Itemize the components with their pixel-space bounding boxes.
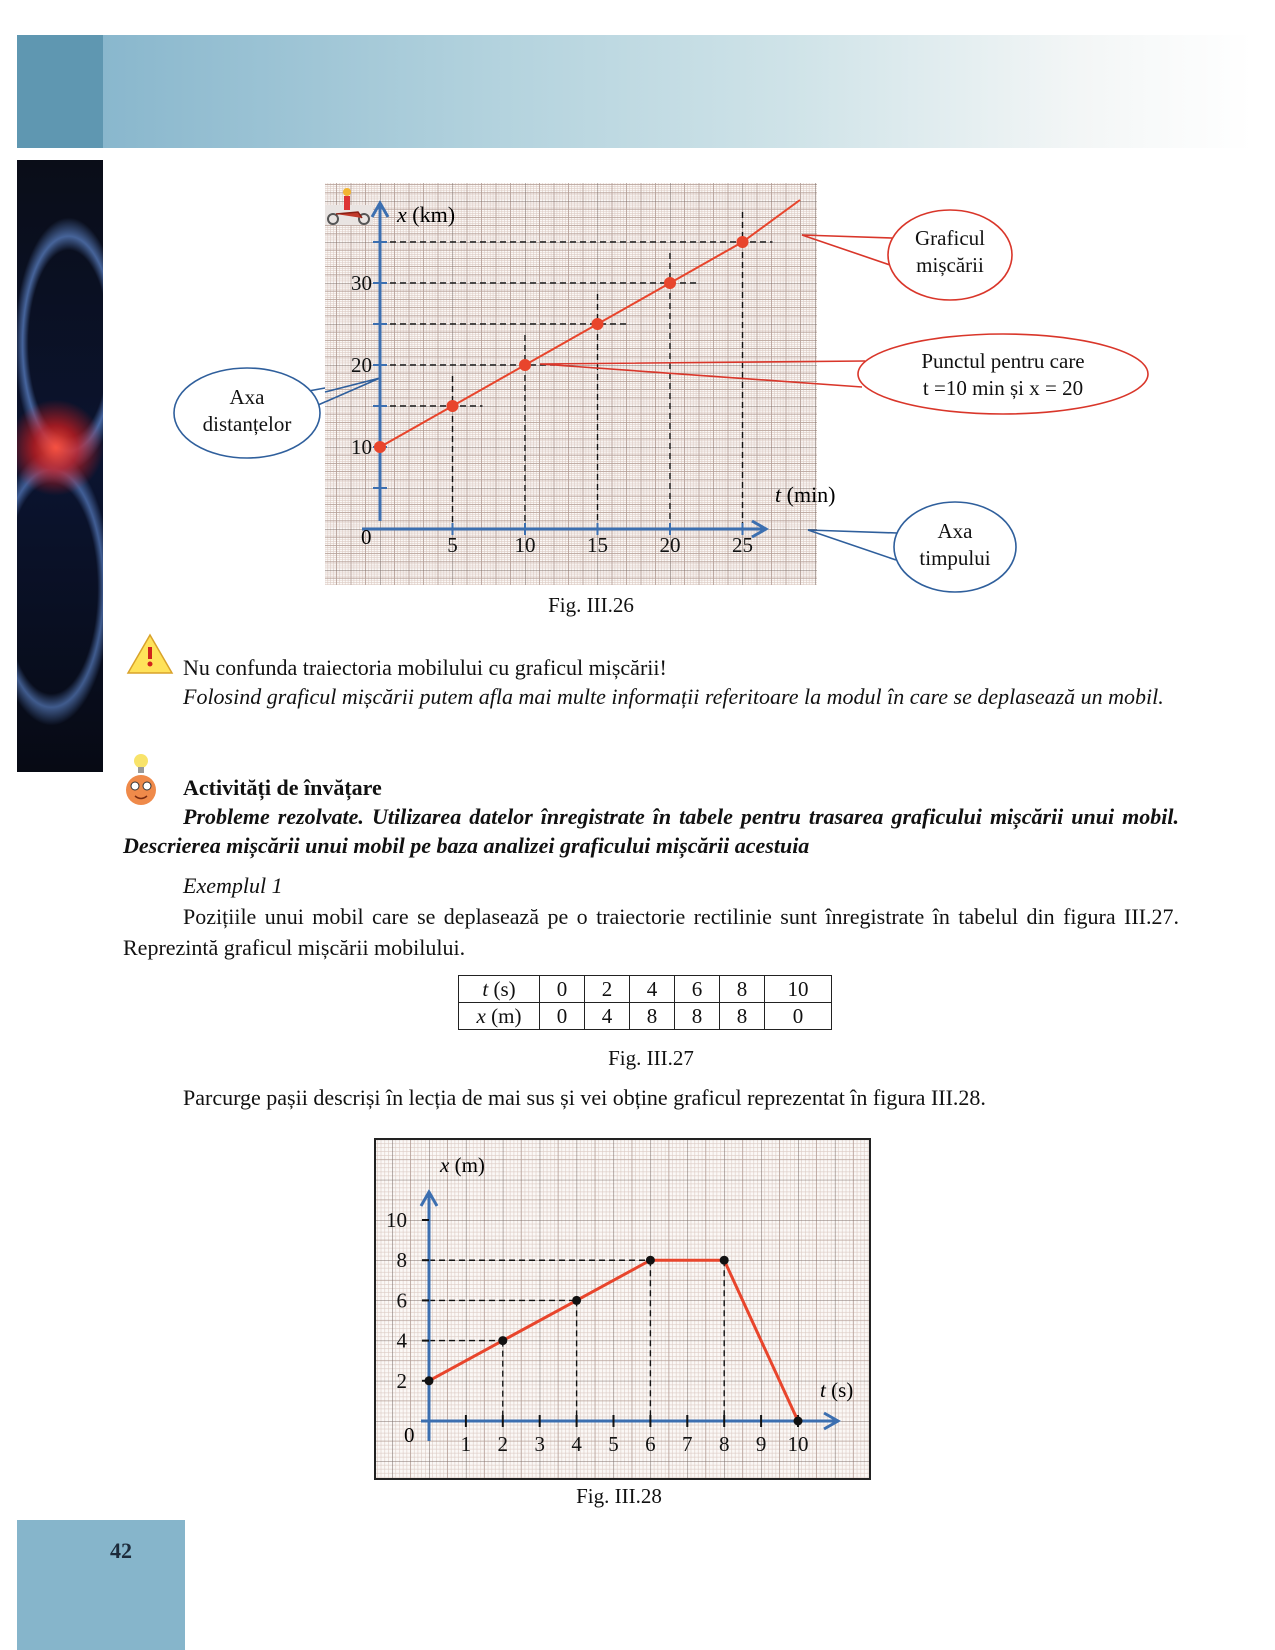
x-tick-label: 7 xyxy=(682,1432,693,1456)
table-cell: 0 xyxy=(765,1003,832,1030)
callout-text: Punctul pentru care xyxy=(921,349,1085,373)
x-tick-label: 20 xyxy=(659,533,681,557)
chart-fig28 xyxy=(375,1139,870,1479)
graph-paper xyxy=(375,1139,870,1479)
chart-fig26 xyxy=(325,183,836,585)
row-unit: (m) xyxy=(485,1003,522,1028)
table-cell: 8 xyxy=(630,1003,675,1030)
x-tick-label: 9 xyxy=(755,1432,767,1456)
y-tick-label: 10 xyxy=(351,435,372,459)
callout-motion-graph xyxy=(802,210,1012,300)
y-tick-label: 20 xyxy=(351,353,372,377)
y-axis-label: x (km) xyxy=(397,202,456,227)
figure-caption: Fig. III.28 xyxy=(576,1484,662,1508)
intro-paragraph: Folosind graficul mișcării putem afla mai multe informații referitoare la modul în care se deplasează un mobil. xyxy=(183,684,1164,709)
callout-text: mișcării xyxy=(916,253,984,277)
x-tick-label: 10 xyxy=(514,533,536,557)
table-row xyxy=(459,976,832,1003)
example-text: Pozițiile unui mobil care se deplasează pe o traiectorie rectilinie sunt înregistrate în tabelul din figura III.27. Reprezintă graficul mișcării mobilului. xyxy=(123,904,1179,960)
callout-text: distanțelor xyxy=(202,412,292,436)
table-cell: 8 xyxy=(720,976,765,1003)
x-tick-label: 1 xyxy=(460,1432,472,1456)
instruction-text: Parcurge pașii descriși în lecția de mai sus și vei obține graficul reprezentat în figura III.28. xyxy=(183,1085,986,1110)
page-number-box xyxy=(17,1520,185,1650)
callout-text: Graficul xyxy=(915,226,985,250)
table-cell: 0 xyxy=(540,1003,585,1030)
y-tick-label: 4 xyxy=(396,1328,407,1353)
table-cell: 4 xyxy=(630,976,675,1003)
y-tick-label: 6 xyxy=(396,1288,407,1313)
table-cell: 6 xyxy=(675,976,720,1003)
warning-icon xyxy=(128,635,172,673)
section-subtitle: Probleme rezolvate. Utilizarea datelor înregistrate în tabele pentru trasarea graficului mișcării unui mobil. Descrierea mișcării unui mobil pe baza analizei graficului mișcării acestuia xyxy=(123,804,1179,858)
table-cell: 8 xyxy=(675,1003,720,1030)
data-point xyxy=(794,1417,803,1426)
data-point xyxy=(374,441,386,453)
y-tick-label: 8 xyxy=(396,1248,407,1273)
x-tick-label: 4 xyxy=(571,1432,582,1456)
warning-text: Nu confunda traiectoria mobilului cu graficul mișcării! xyxy=(183,655,667,680)
table-cell: 8 xyxy=(720,1003,765,1030)
data-point xyxy=(519,359,531,371)
table-cell: 0 xyxy=(540,976,585,1003)
section-title: Activități de învățare xyxy=(183,775,382,800)
x-tick-label: 6 xyxy=(645,1432,656,1456)
x-axis-label: t (s) xyxy=(820,1378,854,1402)
row-variable: t xyxy=(482,976,489,1001)
x-tick-label: 5 xyxy=(447,533,458,557)
data-point xyxy=(737,236,749,248)
callout-text: Axa xyxy=(229,385,265,409)
y-tick-label: 10 xyxy=(386,1208,407,1232)
y-tick-label: 2 xyxy=(396,1368,407,1393)
callout-text: t =10 min și x = 20 xyxy=(922,376,1084,400)
row-unit: (s) xyxy=(488,976,516,1001)
x-tick-label: 25 xyxy=(732,533,753,557)
data-point xyxy=(592,318,604,330)
x-tick-label: 8 xyxy=(718,1432,730,1456)
data-point xyxy=(425,1376,434,1385)
table-row xyxy=(459,1003,832,1030)
origin-label: 0 xyxy=(361,525,372,549)
table-caption: Fig. III.27 xyxy=(608,1046,694,1070)
data-table xyxy=(458,975,832,1030)
origin-label: 0 xyxy=(404,1423,415,1447)
callout-text: Axa xyxy=(937,519,973,543)
figure-caption: Fig. III.26 xyxy=(548,593,634,617)
data-point xyxy=(720,1256,729,1265)
data-point xyxy=(447,400,459,412)
callout-text: timpului xyxy=(919,546,991,570)
lightbulb-student-icon xyxy=(126,754,156,805)
table-cell: 10 xyxy=(765,976,832,1003)
data-point xyxy=(664,277,676,289)
row-header xyxy=(459,976,540,1003)
example-title: Exemplul 1 xyxy=(183,873,283,898)
x-axis-label: t (min) xyxy=(775,482,836,507)
x-tick-label: 5 xyxy=(608,1432,619,1456)
x-tick-label: 15 xyxy=(587,533,608,557)
data-point xyxy=(646,1256,655,1265)
row-header xyxy=(459,1003,540,1030)
y-tick-label: 30 xyxy=(351,271,372,295)
page-number: 42 xyxy=(110,1538,132,1563)
table-cell: 4 xyxy=(585,1003,630,1030)
callout-time-axis xyxy=(808,502,1016,592)
row-variable: x xyxy=(476,1003,486,1028)
callout-pointer xyxy=(808,530,897,560)
x-tick-label: 3 xyxy=(534,1432,545,1456)
x-tick-label: 10 xyxy=(787,1432,809,1456)
y-axis-label: x (m) xyxy=(440,1153,485,1177)
x-tick-label: 2 xyxy=(497,1432,509,1456)
table-cell: 2 xyxy=(585,976,630,1003)
data-point xyxy=(498,1336,507,1345)
data-point xyxy=(572,1296,581,1305)
